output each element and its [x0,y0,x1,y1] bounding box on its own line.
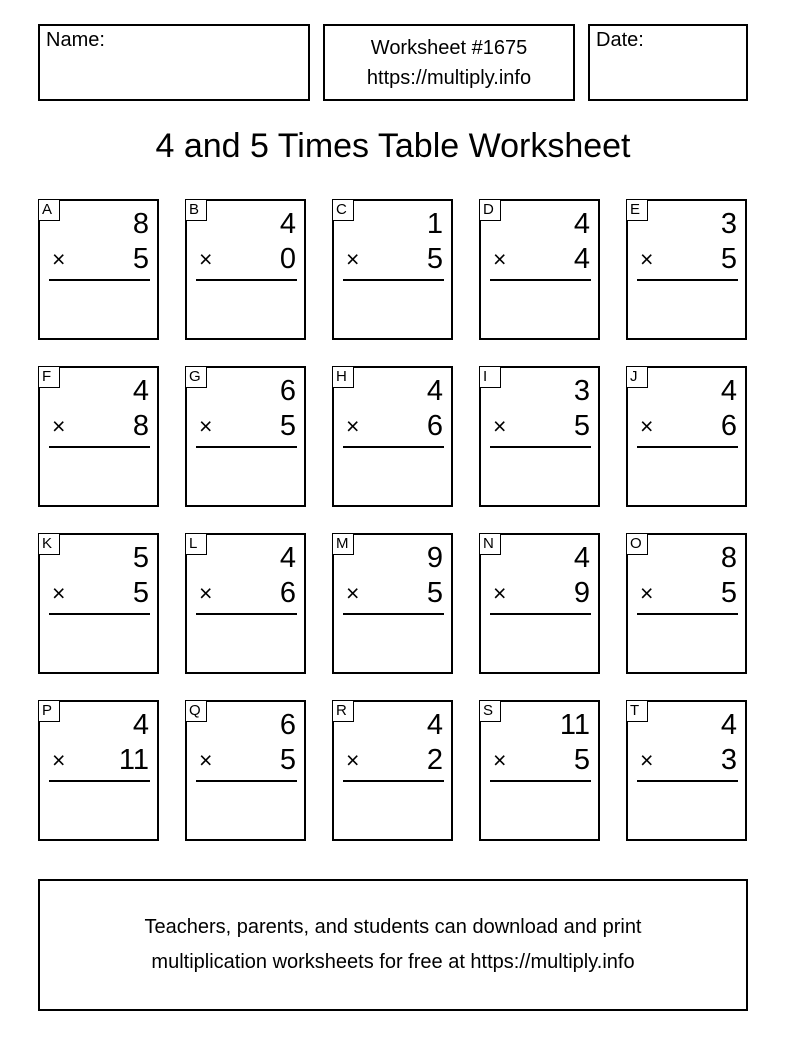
multiply-sign: × [52,747,66,773]
multiplier: 6 [720,410,737,442]
problem-card[interactable] [185,199,306,340]
problem-letter: J [626,366,648,388]
answer-line [637,780,738,782]
problem-card[interactable] [479,700,600,841]
multiplier: 5 [132,577,149,609]
answer-line [490,446,591,448]
multiplicand: 4 [720,709,737,741]
name-field-box[interactable] [38,24,310,101]
problem-card[interactable] [185,700,306,841]
name-label: Name: [46,29,105,51]
problem-letter: S [479,700,501,722]
multiplicand: 4 [132,375,149,407]
multiplicand: 4 [426,709,443,741]
multiplier: 9 [573,577,590,609]
multiplicand: 4 [132,709,149,741]
multiplicand: 4 [279,542,296,574]
problem-card[interactable] [626,366,747,507]
multiply-sign: × [199,246,213,272]
multiplicand: 3 [573,375,590,407]
multiplicand: 4 [573,208,590,240]
multiplicand: 5 [132,542,149,574]
problem-letter: T [626,700,648,722]
problem-card[interactable] [479,366,600,507]
multiplier: 5 [573,744,590,776]
multiplier: 6 [426,410,443,442]
multiply-sign: × [640,246,654,272]
problem-letter: H [332,366,354,388]
problem-letter: M [332,533,354,555]
answer-line [196,780,297,782]
multiply-sign: × [52,246,66,272]
multiply-sign: × [346,413,360,439]
answer-line [637,613,738,615]
multiply-sign: × [199,580,213,606]
multiply-sign: × [640,747,654,773]
multiply-sign: × [346,246,360,272]
problem-letter: N [479,533,501,555]
answer-line [490,780,591,782]
problem-letter: R [332,700,354,722]
problem-card[interactable] [626,533,747,674]
problem-card[interactable] [332,366,453,507]
problem-letter: G [185,366,207,388]
multiplicand: 11 [559,709,590,741]
problem-card[interactable] [626,700,747,841]
multiplier: 3 [720,744,737,776]
problem-letter: C [332,199,354,221]
multiplicand: 6 [279,709,296,741]
problem-card[interactable] [479,199,600,340]
multiplier: 5 [720,577,737,609]
worksheet-url: https://multiply.info [366,67,532,89]
problem-letter: P [38,700,60,722]
multiplicand: 3 [720,208,737,240]
date-label: Date: [596,29,644,51]
problem-card[interactable] [626,199,747,340]
footer-text-line-2: multiplication worksheets for free at https://multiply.info [151,951,635,973]
multiplicand: 4 [573,542,590,574]
footer-box [38,879,748,1011]
problem-letter: A [38,199,60,221]
problem-card[interactable] [38,533,159,674]
multiplier: 6 [279,577,296,609]
multiply-sign: × [346,580,360,606]
answer-line [490,279,591,281]
problem-letter: D [479,199,501,221]
multiply-sign: × [493,413,507,439]
problem-card[interactable] [38,700,159,841]
problem-letter: I [479,366,501,388]
answer-line [196,613,297,615]
multiply-sign: × [199,747,213,773]
multiplicand: 8 [720,542,737,574]
multiplier: 5 [720,243,737,275]
answer-line [343,613,444,615]
page-title: 4 and 5 Times Table Worksheet [155,127,631,165]
multiply-sign: × [640,580,654,606]
multiply-sign: × [199,413,213,439]
multiplier: 5 [132,243,149,275]
multiplier: 5 [573,410,590,442]
answer-line [49,780,150,782]
multiply-sign: × [493,580,507,606]
multiplier: 8 [132,410,149,442]
problem-card[interactable] [332,533,453,674]
answer-line [49,446,150,448]
multiply-sign: × [52,413,66,439]
problem-letter: E [626,199,648,221]
problem-letter: O [626,533,648,555]
multiply-sign: × [346,747,360,773]
problem-card[interactable] [332,700,453,841]
problem-letter: B [185,199,207,221]
footer-text-line-1: Teachers, parents, and students can download and print [144,916,642,938]
problem-card[interactable] [185,533,306,674]
worksheet-info-box [323,24,575,101]
multiplier: 4 [573,243,590,275]
problem-card[interactable] [332,199,453,340]
problem-letter: K [38,533,60,555]
problem-letter: F [38,366,60,388]
answer-line [343,780,444,782]
answer-line [49,613,150,615]
worksheet-number: Worksheet #1675 [370,37,528,59]
multiplier: 5 [279,410,296,442]
multiplicand: 4 [279,208,296,240]
problem-card[interactable] [38,199,159,340]
multiply-sign: × [52,580,66,606]
multiplicand: 4 [426,375,443,407]
multiply-sign: × [640,413,654,439]
multiplicand: 4 [720,375,737,407]
answer-line [490,613,591,615]
multiplier: 5 [426,243,443,275]
multiplicand: 6 [279,375,296,407]
multiplier: 2 [426,744,443,776]
answer-line [343,446,444,448]
multiplier: 11 [118,744,149,776]
multiplier: 5 [426,577,443,609]
answer-line [196,279,297,281]
answer-line [196,446,297,448]
multiplier: 0 [279,243,296,275]
problem-letter: Q [185,700,207,722]
problem-card[interactable] [479,533,600,674]
answer-line [637,446,738,448]
multiply-sign: × [493,246,507,272]
problem-letter: L [185,533,207,555]
multiplier: 5 [279,744,296,776]
answer-line [637,279,738,281]
answer-line [49,279,150,281]
multiply-sign: × [493,747,507,773]
problem-card[interactable] [38,366,159,507]
multiplicand: 1 [426,208,443,240]
answer-line [343,279,444,281]
problem-card[interactable] [185,366,306,507]
date-field-box[interactable] [588,24,748,101]
multiplicand: 9 [426,542,443,574]
multiplicand: 8 [132,208,149,240]
